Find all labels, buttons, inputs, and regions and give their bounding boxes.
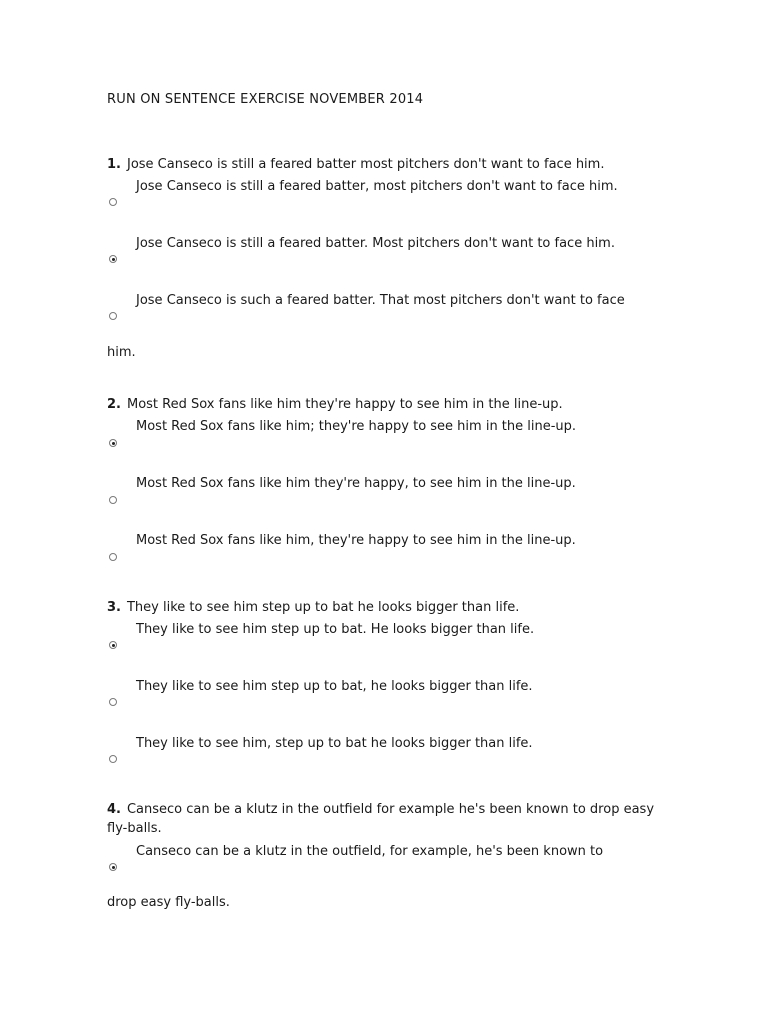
- option-2a-radio[interactable]: [109, 439, 117, 447]
- option-1c-continuation: him.: [107, 345, 136, 360]
- question-text: They like to see him step up to bat he looks bigger than life.: [126, 600, 520, 615]
- question-1: [107, 155, 604, 174]
- page-title: RUN ON SENTENCE EXERCISE NOVEMBER 2014: [107, 92, 424, 107]
- question-number: 1.: [107, 157, 121, 172]
- option-3b-radio[interactable]: [109, 698, 117, 706]
- option-3c-radio[interactable]: [109, 755, 117, 763]
- option-2b-label: Most Red Sox fans like him they're happy, to see him in the line-up.: [136, 476, 576, 491]
- option-2c-label: Most Red Sox fans like him, they're happy to see him in the line-up.: [136, 533, 576, 548]
- option-3a-label: They like to see him step up to bat. He looks bigger than life.: [136, 622, 535, 637]
- option-1a-label: Jose Canseco is still a feared batter, most pitchers don't want to face him.: [136, 179, 618, 194]
- question-text: Canseco can be a klutz in the outfield for example he's been known to drop easy fly-balls.: [107, 802, 655, 836]
- question-number: 4.: [107, 802, 121, 817]
- option-3a-radio[interactable]: [109, 641, 117, 649]
- question-text: Jose Canseco is still a feared batter most pitchers don't want to face him.: [126, 157, 605, 172]
- option-2c-radio[interactable]: [109, 553, 117, 561]
- option-1b-radio[interactable]: [109, 255, 117, 263]
- option-1b-label: Jose Canseco is still a feared batter. Most pitchers don't want to face him.: [136, 236, 615, 251]
- option-1a-radio[interactable]: [109, 198, 117, 206]
- question-3: [107, 598, 519, 617]
- option-1c-radio[interactable]: [109, 312, 117, 320]
- option-4a-continuation: drop easy fly-balls.: [107, 895, 230, 910]
- option-4a-radio[interactable]: [109, 863, 117, 871]
- option-4a-label: Canseco can be a klutz in the outfield, for example, he's been known to: [136, 844, 604, 859]
- question-2: [107, 395, 563, 414]
- question-number: 3.: [107, 600, 121, 615]
- option-3c-label: They like to see him, step up to bat he looks bigger than life.: [136, 736, 533, 751]
- option-1c-label: Jose Canseco is such a feared batter. That most pitchers don't want to face: [136, 293, 625, 308]
- option-2a-label: Most Red Sox fans like him; they're happy to see him in the line-up.: [136, 419, 577, 434]
- question-number: 2.: [107, 397, 121, 412]
- question-text: Most Red Sox fans like him they're happy to see him in the line-up.: [126, 397, 563, 412]
- option-2b-radio[interactable]: [109, 496, 117, 504]
- option-3b-label: They like to see him step up to bat, he looks bigger than life.: [136, 679, 533, 694]
- question-4: [107, 800, 667, 838]
